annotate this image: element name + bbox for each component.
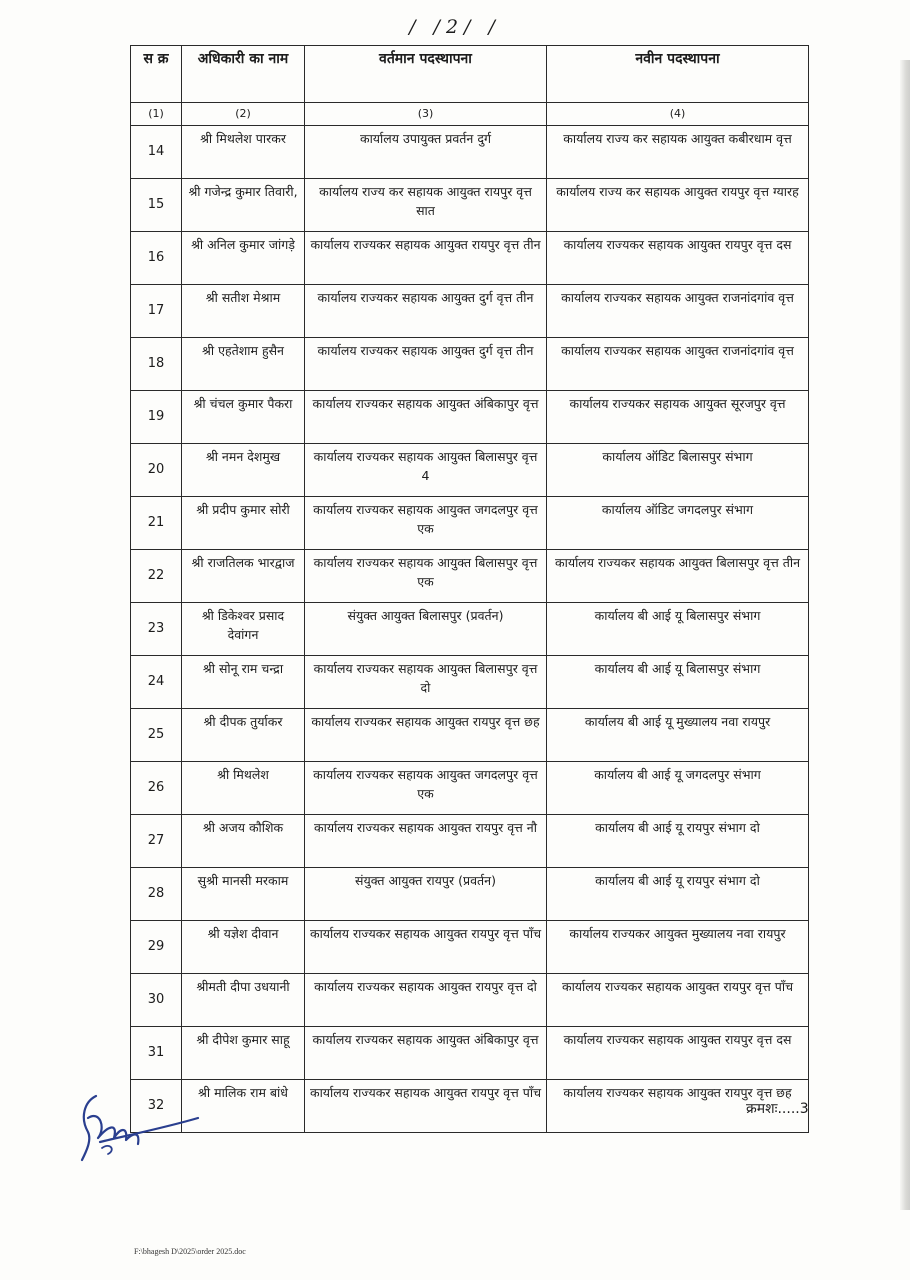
table-row [131, 762, 809, 815]
cell-officer-name: श्री प्रदीप कुमार सोरी [182, 497, 305, 550]
header-new-posting: नवीन पदस्थापना [547, 46, 809, 103]
cell-new-posting: कार्यालय राज्यकर सहायक आयुक्त रायपुर वृत्त छह [547, 1080, 809, 1133]
cell-current-posting: संयुक्त आयुक्त बिलासपुर (प्रवर्तन) [305, 603, 547, 656]
cell-current-posting: कार्यालय राज्यकर सहायक आयुक्त रायपुर वृत्त पाँच [305, 921, 547, 974]
cell-serial-number: 16 [131, 232, 182, 285]
table-row [131, 974, 809, 1027]
cell-new-posting: कार्यालय राज्यकर आयुक्त मुख्यालय नवा रायपुर [547, 921, 809, 974]
table-row [131, 603, 809, 656]
cell-serial-number: 15 [131, 179, 182, 232]
cell-serial-number: 23 [131, 603, 182, 656]
table-row [131, 656, 809, 709]
table-row [131, 338, 809, 391]
table-row [131, 497, 809, 550]
cell-new-posting: कार्यालय राज्य कर सहायक आयुक्त रायपुर वृत्त ग्यारह [547, 179, 809, 232]
cell-serial-number: 32 [131, 1080, 182, 1133]
cell-current-posting: कार्यालय उपायुक्त प्रवर्तन दुर्ग [305, 126, 547, 179]
cell-new-posting: कार्यालय राज्यकर सहायक आयुक्त रायपुर वृत्त दस [547, 232, 809, 285]
cell-current-posting: कार्यालय राज्यकर सहायक आयुक्त बिलासपुर वृत्त दो [305, 656, 547, 709]
cell-new-posting: कार्यालय राज्यकर सहायक आयुक्त राजनांदगांव वृत्त [547, 338, 809, 391]
cell-officer-name: श्री सतीश मेश्राम [182, 285, 305, 338]
table-row [131, 285, 809, 338]
cell-officer-name: श्री गजेन्द्र कुमार तिवारी, [182, 179, 305, 232]
cell-new-posting: कार्यालय राज्यकर सहायक आयुक्त रायपुर वृत्त पाँच [547, 974, 809, 1027]
cell-new-posting: कार्यालय बी आई यू रायपुर संभाग दो [547, 815, 809, 868]
cell-serial-number: 22 [131, 550, 182, 603]
cell-current-posting: कार्यालय राज्यकर सहायक आयुक्त रायपुर वृत्त दो [305, 974, 547, 1027]
column-index: (1) [131, 103, 182, 126]
cell-officer-name: सुश्री मानसी मरकाम [182, 868, 305, 921]
table-row [131, 179, 809, 232]
table-row [131, 550, 809, 603]
cell-serial-number: 30 [131, 974, 182, 1027]
cell-current-posting: कार्यालय राज्यकर सहायक आयुक्त बिलासपुर वृत्त एक [305, 550, 547, 603]
cell-current-posting: कार्यालय राज्यकर सहायक आयुक्त जगदलपुर वृत्त एक [305, 497, 547, 550]
cell-current-posting: कार्यालय राज्यकर सहायक आयुक्त जगदलपुर वृत्त एक [305, 762, 547, 815]
cell-new-posting: कार्यालय ऑडिट जगदलपुर संभाग [547, 497, 809, 550]
cell-serial-number: 28 [131, 868, 182, 921]
column-index: (3) [305, 103, 547, 126]
cell-serial-number: 21 [131, 497, 182, 550]
cell-serial-number: 19 [131, 391, 182, 444]
header-officer-name: अधिकारी का नाम [182, 46, 305, 103]
cell-new-posting: कार्यालय राज्यकर सहायक आयुक्त रायपुर वृत्त दस [547, 1027, 809, 1080]
cell-officer-name: श्री सोनू राम चन्द्रा [182, 656, 305, 709]
table-row [131, 921, 809, 974]
cell-current-posting: कार्यालय राज्यकर सहायक आयुक्त बिलासपुर वृत्त 4 [305, 444, 547, 497]
cell-current-posting: संयुक्त आयुक्त रायपुर (प्रवर्तन) [305, 868, 547, 921]
cell-new-posting: कार्यालय बी आई यू मुख्यालय नवा रायपुर [547, 709, 809, 762]
cell-officer-name: श्री मिथलेश पारकर [182, 126, 305, 179]
cell-serial-number: 18 [131, 338, 182, 391]
table-header-row [131, 46, 809, 103]
cell-officer-name: श्री चंचल कुमार पैकरा [182, 391, 305, 444]
cell-officer-name: श्री दीपेश कुमार साहू [182, 1027, 305, 1080]
cell-current-posting: कार्यालय राज्यकर सहायक आयुक्त रायपुर वृत्त नौ [305, 815, 547, 868]
cell-new-posting: कार्यालय बी आई यू बिलासपुर संभाग [547, 656, 809, 709]
scan-edge-shadow [900, 60, 910, 1210]
table-row [131, 1027, 809, 1080]
cell-officer-name: श्री नमन देशमुख [182, 444, 305, 497]
cell-officer-name: श्री यज्ञेश दीवान [182, 921, 305, 974]
cell-officer-name: श्री एहतेशाम हुसैन [182, 338, 305, 391]
footer-file-path: F:\bhagesh D\2025\order 2025.doc [134, 1247, 246, 1256]
cell-serial-number: 25 [131, 709, 182, 762]
cell-new-posting: कार्यालय राज्यकर सहायक आयुक्त सूरजपुर वृत्त [547, 391, 809, 444]
table-row [131, 709, 809, 762]
table-row [131, 1080, 809, 1133]
cell-serial-number: 17 [131, 285, 182, 338]
table-row [131, 126, 809, 179]
signature [74, 1088, 204, 1168]
cell-serial-number: 24 [131, 656, 182, 709]
table-row [131, 444, 809, 497]
cell-officer-name: श्री डिकेश्वर प्रसाद देवांगन [182, 603, 305, 656]
cell-serial-number: 26 [131, 762, 182, 815]
cell-new-posting: कार्यालय राज्य कर सहायक आयुक्त कबीरधाम वृत्त [547, 126, 809, 179]
cell-serial-number: 20 [131, 444, 182, 497]
cell-new-posting: कार्यालय बी आई यू जगदलपुर संभाग [547, 762, 809, 815]
cell-serial-number: 29 [131, 921, 182, 974]
cell-serial-number: 14 [131, 126, 182, 179]
cell-new-posting: कार्यालय बी आई यू बिलासपुर संभाग [547, 603, 809, 656]
column-index: (2) [182, 103, 305, 126]
header-serial: स क्र [131, 46, 182, 103]
cell-serial-number: 27 [131, 815, 182, 868]
cell-current-posting: कार्यालय राज्यकर सहायक आयुक्त रायपुर वृत्त छह [305, 709, 547, 762]
cell-current-posting: कार्यालय राज्यकर सहायक आयुक्त अंबिकापुर वृत्त [305, 391, 547, 444]
column-index-row [131, 103, 809, 126]
cell-new-posting: कार्यालय राज्यकर सहायक आयुक्त बिलासपुर वृत्त तीन [547, 550, 809, 603]
cell-current-posting: कार्यालय राज्यकर सहायक आयुक्त दुर्ग वृत्त तीन [305, 285, 547, 338]
cell-officer-name: श्री दीपक तुर्याकर [182, 709, 305, 762]
cell-officer-name: श्री राजतिलक भारद्वाज [182, 550, 305, 603]
cell-serial-number: 31 [131, 1027, 182, 1080]
table-row [131, 868, 809, 921]
cell-current-posting: कार्यालय राज्यकर सहायक आयुक्त दुर्ग वृत्त तीन [305, 338, 547, 391]
column-index: (4) [547, 103, 809, 126]
cell-officer-name: श्री अजय कौशिक [182, 815, 305, 868]
cell-current-posting: कार्यालय राज्यकर सहायक आयुक्त रायपुर वृत्त तीन [305, 232, 547, 285]
page-number: / /2/ / [409, 16, 501, 38]
cell-officer-name: श्री मालिक राम बांधे [182, 1080, 305, 1133]
cell-new-posting: कार्यालय राज्यकर सहायक आयुक्त राजनांदगांव वृत्त [547, 285, 809, 338]
table-row [131, 815, 809, 868]
cell-new-posting: कार्यालय बी आई यू रायपुर संभाग दो [547, 868, 809, 921]
cell-officer-name: श्री मिथलेश [182, 762, 305, 815]
continued-label: क्रमशः.....3 [746, 1101, 809, 1117]
table-row [131, 232, 809, 285]
cell-officer-name: श्रीमती दीपा उधयानी [182, 974, 305, 1027]
table-row [131, 391, 809, 444]
cell-current-posting: कार्यालय राज्यकर सहायक आयुक्त अंबिकापुर वृत्त [305, 1027, 547, 1080]
cell-current-posting: कार्यालय राज्यकर सहायक आयुक्त रायपुर वृत्त पाँच [305, 1080, 547, 1133]
cell-current-posting: कार्यालय राज्य कर सहायक आयुक्त रायपुर वृत्त सात [305, 179, 547, 232]
cell-officer-name: श्री अनिल कुमार जांगड़े [182, 232, 305, 285]
header-current-posting: वर्तमान पदस्थापना [305, 46, 547, 103]
cell-new-posting: कार्यालय ऑडिट बिलासपुर संभाग [547, 444, 809, 497]
transfer-order-table [130, 45, 809, 1133]
